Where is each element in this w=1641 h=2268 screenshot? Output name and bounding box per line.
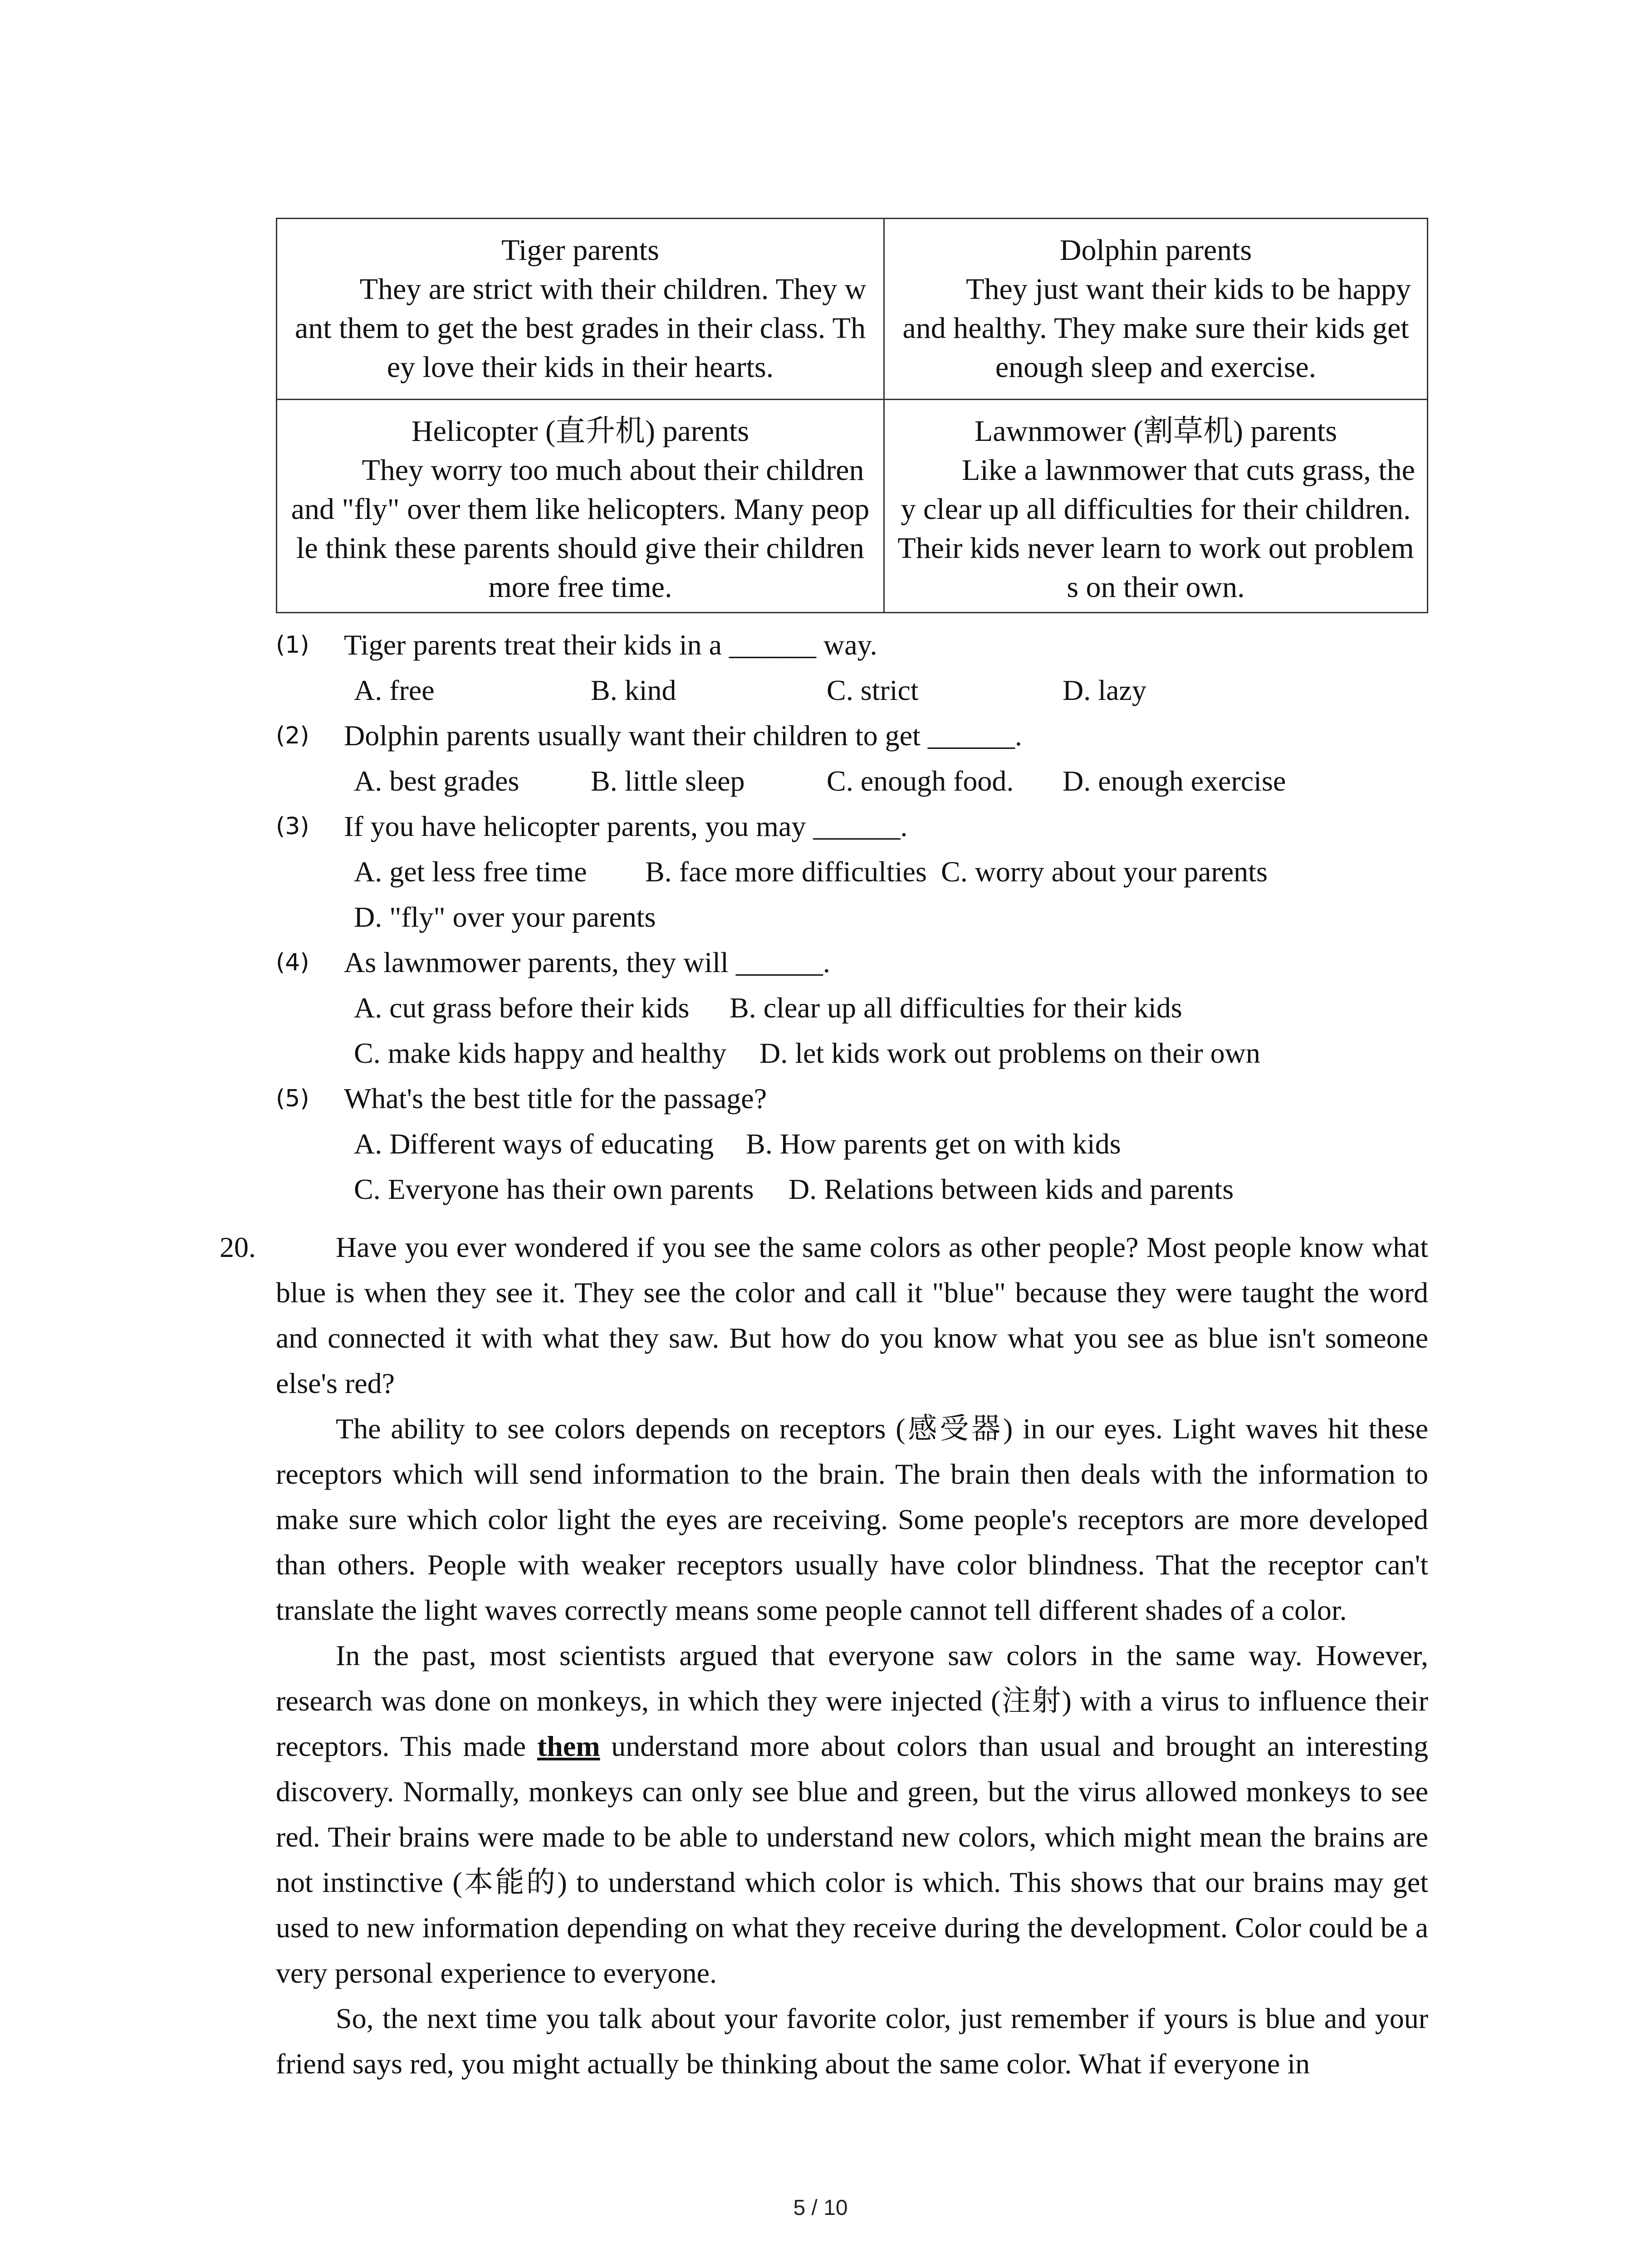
table-cell-helicopter [277,399,883,612]
paragraph [276,1633,1428,1996]
option: C. strict [827,674,919,706]
option-row [276,985,1428,1031]
option: A. Different ways of educating [354,1128,714,1160]
reading-passage [220,1225,1428,2087]
option: C. Everyone has their own parents [354,1173,754,1205]
question [276,1076,1428,1121]
cell-title: Dolphin parents [1059,234,1252,267]
cell-title: Tiger parents [501,234,659,267]
option: A. get less free time [354,855,587,888]
question-stem: Dolphin parents usually want their children to get ______. [344,719,1022,752]
question-stem: If you have helicopter parents, you may ______. [344,810,908,842]
option: D. "fly" over your parents [354,901,656,933]
question-number: (5) [276,1085,309,1112]
parent-types-table [276,218,1428,613]
option: A. cut grass before their kids [354,992,690,1024]
question-number: 20. [220,1231,256,1263]
option: D. lazy [1063,674,1146,706]
paragraph-text: In the past, most scientists argued that everyone saw colors in the same way. However, research was done on monkeys, in which they were injected (注射) with a virus to influence their receptors. This made [276,1639,1428,1762]
option-row [276,1031,1428,1076]
paragraph: The ability to see colors depends on receptors (感受器) in our eyes. Light waves hit these receptors which will send information to the brain. The brain then deals with the information to make sure which color light the eyes are receiving. Some people's receptors are more developed than others. People with weaker receptors usually have color blindness. That the receptor can't translate the light waves correctly means some people cannot tell different shades of a color. [276,1413,1428,1626]
option: C. enough food. [827,765,1014,797]
option: D. Relations between kids and parents [789,1173,1234,1205]
question-number: (4) [276,949,309,976]
option-row [276,758,1428,804]
question-number: (3) [276,813,309,840]
option: A. best grades [354,765,519,797]
option: B. kind [591,674,676,706]
question-stem: What's the best title for the passage? [344,1082,767,1114]
option: C. worry about your parents [941,855,1268,888]
question-stem: As lawnmower parents, they will ______. [344,946,830,978]
table-cell-dolphin [883,219,1427,399]
question-list [276,622,1428,1212]
table-cell-tiger [277,219,883,399]
option: B. How parents get on with kids [746,1128,1121,1160]
option-row [276,849,1428,894]
option-row [276,668,1428,713]
question-stem: Tiger parents treat their kids in a ______ way. [344,629,877,661]
emphasized-word: them [537,1730,600,1762]
cell-body: They worry too much about their children and "fly" over them like helicopters. Many people think these parents should give their children more free time. [291,454,870,604]
page-number: 5 / 10 [793,2196,848,2220]
cell-body: They just want their kids to be happy and healthy. They make sure their kids get enough sleep and exercise. [902,273,1411,384]
cell-body: Like a lawnmower that cuts grass, they clear up all difficulties for their children. Their kids never learn to work out problems on their own. [897,454,1415,604]
option: D. enough exercise [1063,765,1286,797]
option: B. clear up all difficulties for their kids [730,992,1182,1024]
paragraph-text: understand more about colors than usual and brought an interesting discovery. Normally, monkeys can only see blue and green, but the virus allowed monkeys to see red. Their brains were made to be able to understand new colors, which might mean the brains are not instinctive (本能的) to understand which color is which. This shows that our brains may get used to new information depending on what they receive during the development. Color could be a very personal experience to everyone. [276,1730,1429,1989]
option-row [276,1167,1428,1212]
question [276,940,1428,985]
question [276,622,1428,668]
cell-title: Lawnmower (割草机) parents [974,415,1337,448]
question [276,713,1428,758]
question [276,804,1428,849]
cell-title: Helicopter (直升机) parents [411,415,749,448]
paragraph: So, the next time you talk about your favorite color, just remember if yours is blue and your friend says red, you might actually be thinking about the same color. What if everyone in [276,2002,1428,2080]
option: D. let kids work out problems on their own [759,1037,1260,1069]
paragraph: Have you ever wondered if you see the same colors as other people? Most people know what blue is when they see it. They see the color and call it "blue" because they were taught the word and connected it with what they saw. But how do you know what you see as blue isn't someone else's red? [276,1231,1428,1399]
option: B. little sleep [591,765,745,797]
option: B. face more difficulties [645,855,927,888]
option-row [276,1121,1428,1167]
table-cell-lawnmower [883,399,1427,612]
cell-body: They are strict with their children. They want them to get the best grades in their class. They love their kids in their hearts. [295,273,867,384]
option: A. free [354,674,435,706]
option-row [276,894,1428,940]
option: C. make kids happy and healthy [354,1037,727,1069]
question-number: (1) [276,631,309,659]
question-number: (2) [276,722,309,749]
